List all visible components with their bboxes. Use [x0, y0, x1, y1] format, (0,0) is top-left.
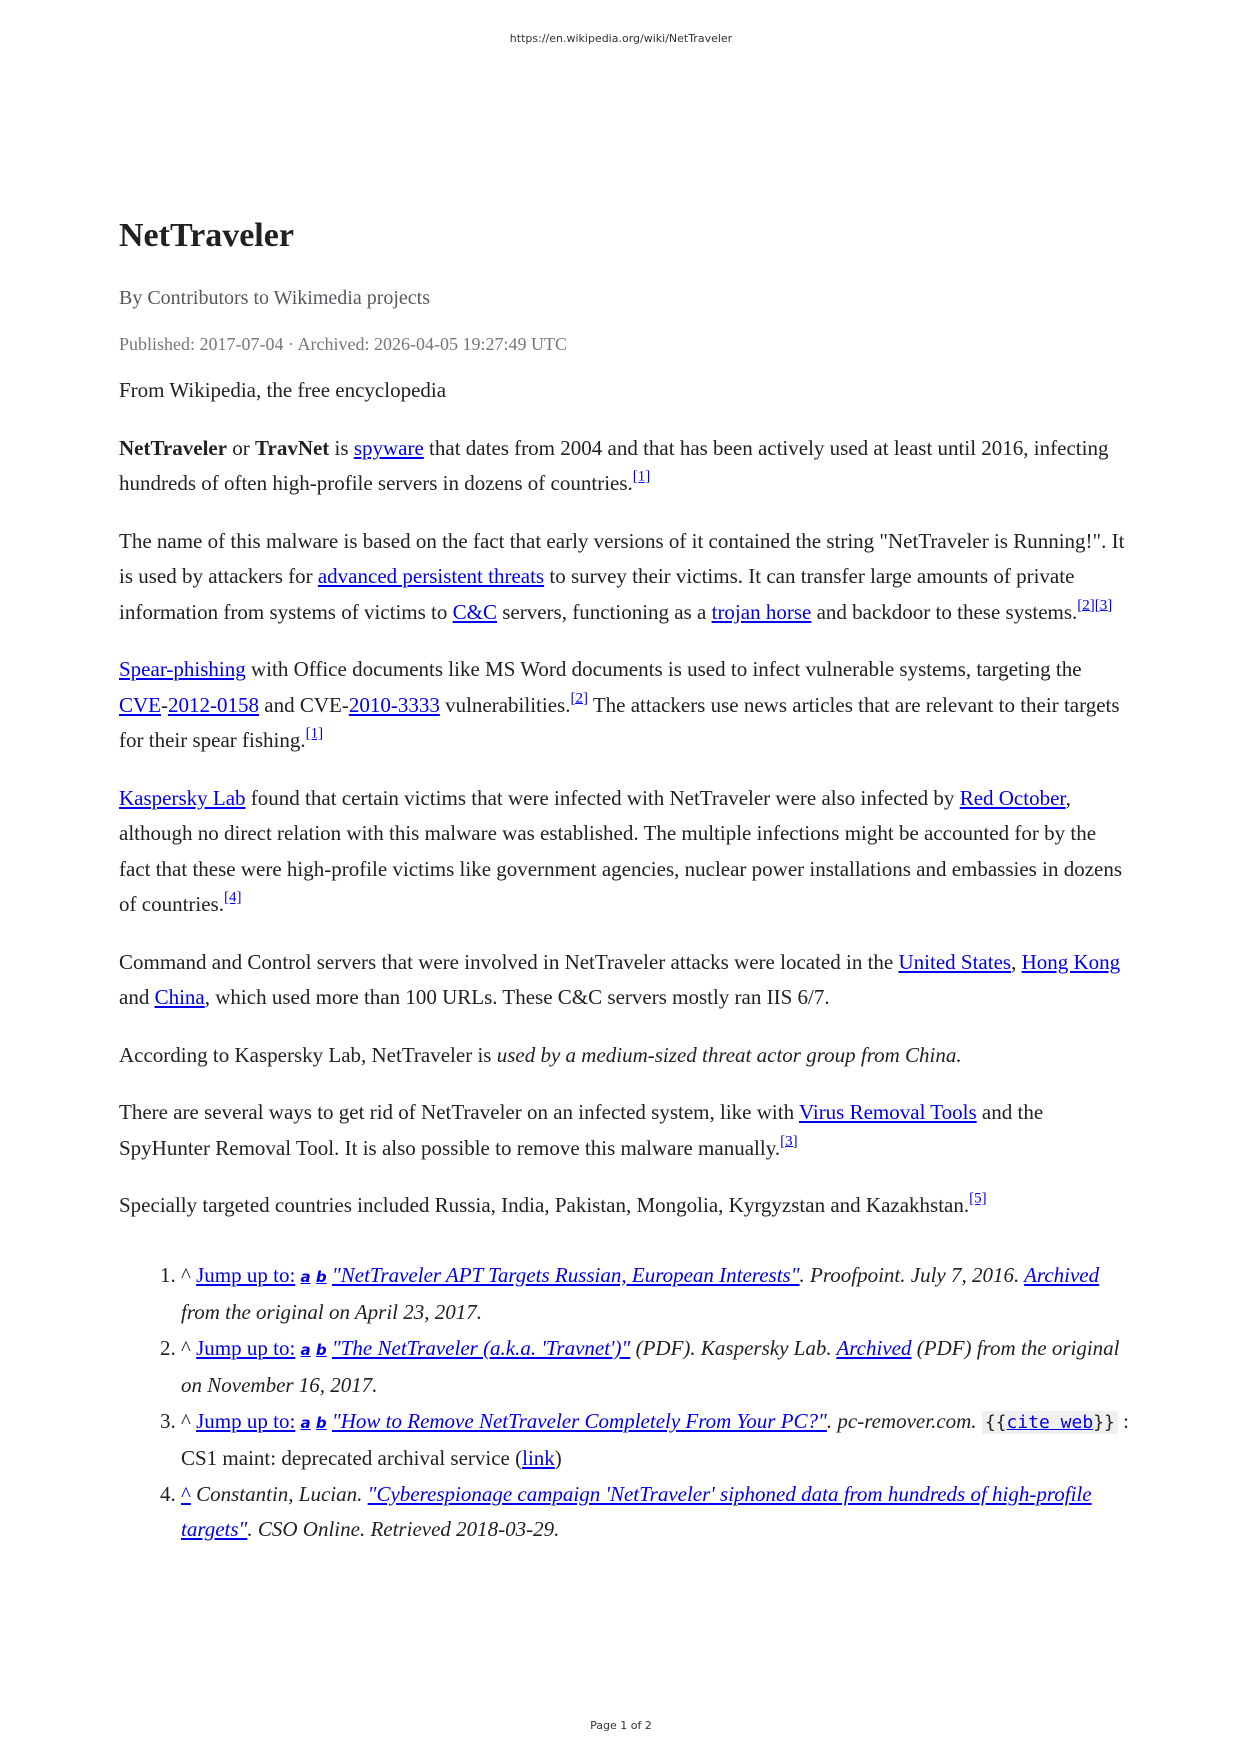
- link-kaspersky-lab[interactable]: Kaspersky Lab: [119, 785, 246, 810]
- bold-term: TravNet: [255, 435, 330, 460]
- link-cve[interactable]: CVE: [119, 692, 161, 717]
- backlink-b[interactable]: b: [315, 1267, 327, 1286]
- paragraph-countries: [119, 1188, 1129, 1224]
- paragraph-spear-phishing: [119, 652, 1129, 759]
- citation-link[interactable]: [2]: [1077, 597, 1095, 614]
- reference-item: [181, 1331, 1129, 1404]
- link-advanced-persistent-threats[interactable]: advanced persistent threats: [317, 564, 545, 588]
- reference-text: . CSO Online. Retrieved 2018-03-29.: [247, 1517, 560, 1541]
- text: and: [119, 985, 155, 1009]
- backlink-a[interactable]: a: [300, 1267, 311, 1286]
- caret: ^: [181, 1262, 191, 1287]
- caret: ^: [181, 1335, 191, 1360]
- backlink-a[interactable]: a: [300, 1413, 311, 1432]
- citation-link[interactable]: [1]: [305, 725, 324, 742]
- template-brace: {{: [984, 1411, 1007, 1433]
- backlink-b[interactable]: b: [315, 1413, 327, 1432]
- link-spyware[interactable]: spyware: [353, 435, 424, 460]
- reference-text: . pc-remover.com.: [826, 1408, 982, 1433]
- references-list: [119, 1258, 1129, 1548]
- text: ,: [1011, 949, 1022, 974]
- link-virus-removal-tools[interactable]: Virus Removal Tools: [798, 1100, 977, 1124]
- paragraph-name: [119, 524, 1129, 631]
- text: -: [161, 692, 168, 717]
- text: Specially targeted countries included Russia, India, Pakistan, Mongolia, Kyrgyzstan and Kazakhstan.: [119, 1193, 970, 1217]
- link-cc[interactable]: C&C: [452, 599, 497, 624]
- text: The name of this malware is based on the fact that early versions of it contained the string "NetTraveler is Running!". It is used by attackers for: [119, 528, 1125, 588]
- caret: ^: [181, 1408, 191, 1433]
- italic-quote: used by a medium-sized threat actor group from China.: [496, 1042, 962, 1067]
- text: The attackers use news articles that are relevant to their targets for their spear fishing.: [119, 692, 1120, 752]
- bold-term: NetTraveler: [119, 435, 228, 460]
- link-cve-2010-3333[interactable]: 2010-3333: [348, 692, 440, 717]
- reference-text: from the original on April 23, 2017.: [181, 1300, 483, 1324]
- maint-text: : CS1 maint: deprecated archival service (: [181, 1408, 1129, 1470]
- citation-link[interactable]: [1]: [632, 468, 651, 485]
- text: with Office documents like MS Word documents is used to infect vulnerable systems, targeting the: [245, 657, 1082, 681]
- template-brace: }}: [1093, 1411, 1115, 1433]
- citation-link[interactable]: [4]: [223, 889, 242, 906]
- text: , which used more than 100 URLs. These C&C servers mostly ran IIS 6/7.: [204, 985, 830, 1009]
- reference-text: . Kaspersky Lab.: [690, 1335, 837, 1360]
- jump-up-link[interactable]: Jump up to:: [196, 1335, 296, 1360]
- reference-item: [181, 1258, 1129, 1331]
- citation-link[interactable]: [2]: [570, 690, 588, 707]
- paragraph-intro: [119, 431, 1129, 502]
- text: vulnerabilities.: [439, 692, 571, 717]
- paragraph-kaspersky: [119, 781, 1129, 923]
- jump-up-link[interactable]: Jump up to:: [196, 1262, 296, 1287]
- jump-up-link[interactable]: Jump up to:: [196, 1408, 296, 1433]
- link-united-states[interactable]: United States: [898, 949, 1012, 974]
- text: According to Kaspersky Lab, NetTraveler is: [119, 1042, 497, 1067]
- reference-item: [181, 1404, 1129, 1477]
- reference-text: (PDF): [630, 1335, 691, 1360]
- text: and CVE-: [259, 692, 349, 717]
- link-trojan-horse[interactable]: trojan horse: [711, 599, 812, 624]
- citation-link[interactable]: [5]: [969, 1190, 987, 1207]
- cite-web-template: [982, 1411, 1118, 1434]
- text: found that certain victims that were infected with NetTraveler were also infected by: [245, 785, 960, 810]
- text: servers, functioning as a: [497, 599, 712, 624]
- text: or: [227, 435, 256, 460]
- link-china[interactable]: China: [154, 985, 205, 1009]
- text: is: [329, 435, 354, 460]
- reference-title-link[interactable]: "How to Remove NetTraveler Completely From Your PC?": [331, 1408, 827, 1433]
- tagline: From Wikipedia, the free encyclopedia: [119, 378, 447, 402]
- text: to survey their victims. It can transfer large amounts of private information from systems of victims to: [119, 564, 1075, 624]
- byline: By Contributors to Wikimedia projects: [119, 287, 431, 309]
- backlink-a[interactable]: a: [300, 1340, 311, 1359]
- text: and backdoor to these systems.: [811, 599, 1078, 624]
- archived-link[interactable]: Archived: [1024, 1262, 1100, 1287]
- reference-item: [181, 1477, 1129, 1548]
- page-number: Page 1 of 2: [590, 1719, 652, 1732]
- text: and the SpyHunter Removal Tool. It is also possible to remove this malware manually.: [119, 1100, 1044, 1160]
- text: , although no direct relation with this malware was established. The multiple infections might be accounted for by the fact that these were high-profile victims like government agencies, nuclear power installations and embassies in dozens of countries.: [119, 785, 1123, 916]
- article: [119, 208, 1129, 1548]
- maint-text: ): [554, 1446, 562, 1470]
- maint-link[interactable]: link: [522, 1446, 555, 1470]
- citation-link[interactable]: [3]: [1094, 597, 1113, 614]
- paragraph-threat-actor: [119, 1038, 1129, 1074]
- archived-link[interactable]: Archived: [836, 1335, 912, 1360]
- reference-text: . Proofpoint. July 7, 2016.: [799, 1262, 1025, 1287]
- link-cve-2012-0158[interactable]: 2012-0158: [168, 692, 259, 717]
- publish-meta: Published: 2017-07-04 · Archived: 2026-04-05 19:27:49 UTC: [119, 334, 567, 354]
- citation-link[interactable]: [3]: [780, 1133, 798, 1150]
- caret-link[interactable]: ^: [181, 1481, 191, 1506]
- text: that dates from 2004 and that has been actively used at least until 2016, infecting hundreds of often high-profile servers in dozens of countries.: [119, 435, 1109, 495]
- reference-text: (PDF): [911, 1335, 972, 1360]
- text: There are several ways to get rid of NetTraveler on an infected system, like with: [119, 1100, 799, 1124]
- text: Command and Control servers that were involved in NetTraveler attacks were located in the: [119, 949, 899, 974]
- reference-text: Constantin, Lucian.: [190, 1481, 368, 1506]
- link-red-october[interactable]: Red October: [959, 785, 1066, 810]
- paragraph-servers: [119, 945, 1129, 1016]
- page-title: NetTraveler: [119, 217, 294, 254]
- reference-title-link[interactable]: "Cyberespionage campaign 'NetTraveler' siphoned data from hundreds of high-profile targets": [181, 1481, 1092, 1541]
- paragraph-removal: [119, 1095, 1129, 1166]
- link-spear-phishing[interactable]: Spear-phishing: [119, 657, 246, 681]
- link-hong-kong[interactable]: Hong Kong: [1021, 949, 1121, 974]
- reference-title-link[interactable]: "NetTraveler APT Targets Russian, European Interests": [331, 1262, 800, 1287]
- reference-text: from the original on November 16, 2017.: [181, 1335, 1120, 1397]
- backlink-b[interactable]: b: [315, 1340, 327, 1359]
- reference-title-link[interactable]: "The NetTraveler (a.k.a. 'Travnet')": [331, 1335, 631, 1360]
- page-url: https://en.wikipedia.org/wiki/NetTraveler: [509, 32, 733, 45]
- cite-web-link[interactable]: cite web: [1006, 1411, 1094, 1433]
